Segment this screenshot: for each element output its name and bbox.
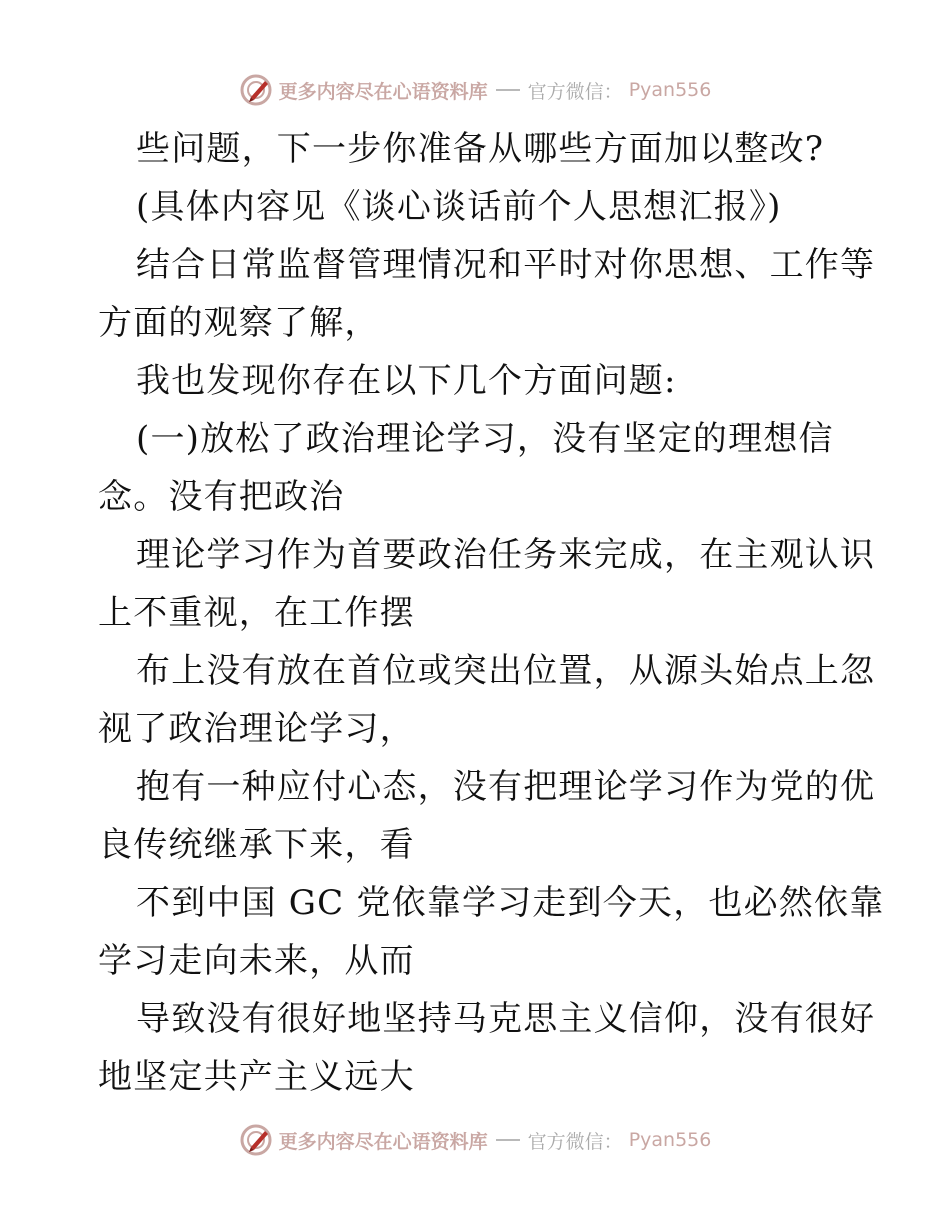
watermark-text: 更多内容尽在心语资料库 — [278, 1130, 488, 1153]
text-line: 上不重视，在工作摆 — [98, 593, 415, 633]
pen-logo-icon — [239, 1123, 273, 1157]
text-line: 地坚定共产主义远大 — [98, 1057, 415, 1097]
text-line: 视了政治理论学习， — [98, 709, 415, 749]
text-line: 学习走向未来，从而 — [98, 941, 415, 981]
text-line: 我也发现你存在以下几个方面问题: — [136, 361, 677, 401]
text-line: 不到中国 GC 党依靠学习走到今天，也必然依靠 — [136, 883, 885, 923]
watermark-wechat-label: 官方微信： — [527, 1130, 623, 1153]
watermark-wechat-id: Pyan556 — [628, 79, 712, 101]
footer-watermark — [0, 1120, 950, 1160]
text-line: 布上没有放在首位或突出位置，从源头始点上忽 — [136, 651, 876, 691]
watermark-text: 更多内容尽在心语资料库 — [278, 80, 488, 103]
watermark-wechat-id: Pyan556 — [628, 1129, 712, 1151]
text-line: 结合日常监督管理情况和平时对你思想、工作等 — [136, 245, 876, 285]
text-line: (具体内容见《谈心谈话前个人思想汇报》) — [136, 187, 782, 227]
header-watermark — [0, 70, 950, 110]
watermark-dash — [496, 1139, 520, 1141]
text-line: 良传统继承下来，看 — [98, 825, 415, 865]
text-line: 理论学习作为首要政治任务来完成，在主观认识 — [136, 535, 876, 575]
watermark-wechat-label: 官方微信： — [527, 80, 623, 103]
text-line: 念。没有把政治 — [98, 477, 345, 517]
text-line: 导致没有很好地坚持马克思主义信仰，没有很好 — [136, 999, 876, 1039]
document-body — [98, 120, 885, 1106]
text-line: 些问题，下一步你准备从哪些方面加以整改? — [136, 129, 825, 169]
pen-logo-icon — [239, 73, 273, 107]
text-line: 抱有一种应付心态，没有把理论学习作为党的优 — [136, 767, 876, 807]
text-line: (一)放松了政治理论学习，没有坚定的理想信 — [136, 419, 834, 459]
text-line: 方面的观察了解， — [98, 303, 380, 343]
watermark-dash — [496, 89, 520, 91]
